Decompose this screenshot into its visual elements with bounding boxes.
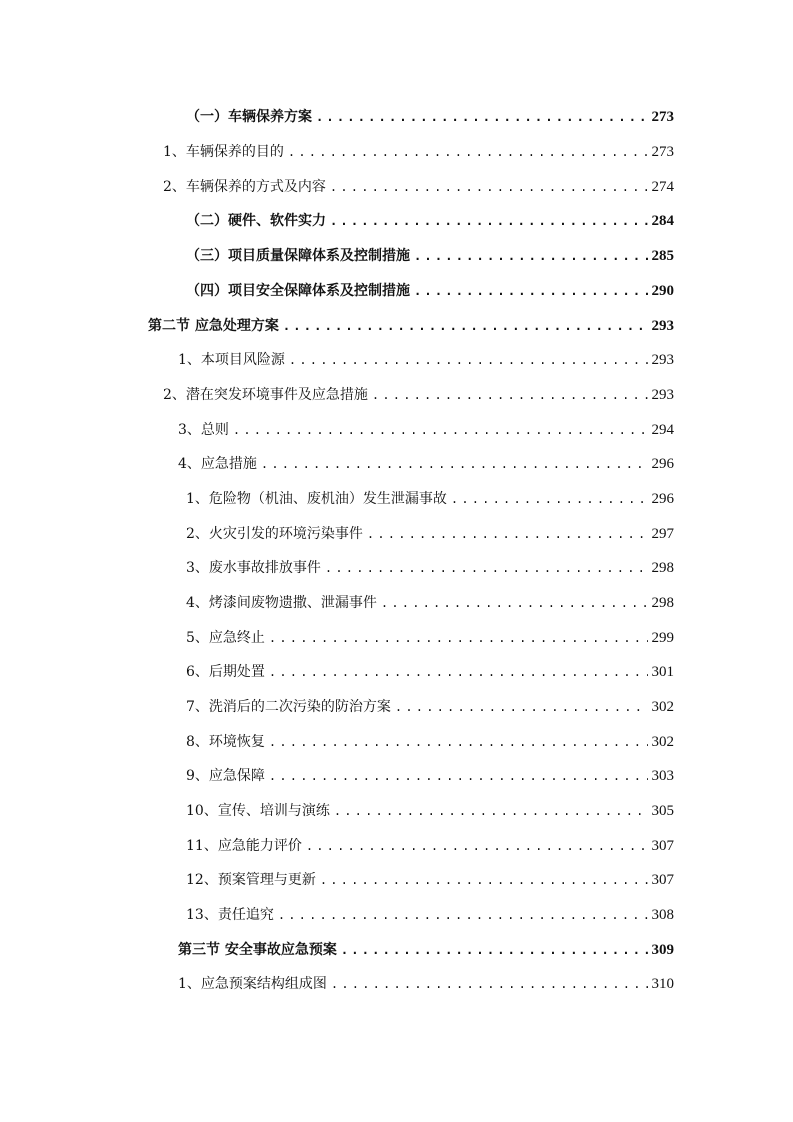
toc-dot-leader xyxy=(330,210,648,232)
toc-entry-title: 10、宣传、培训与演练 xyxy=(186,803,330,819)
toc-page-number: 298 xyxy=(651,560,674,576)
toc-entry[interactable] xyxy=(186,696,674,718)
toc-dot-leader xyxy=(367,523,648,545)
toc-entry-title: 1、危险物（机油、废机油）发生泄漏事故 xyxy=(186,491,447,507)
toc-entry-title: （二）硬件、软件实力 xyxy=(186,213,326,229)
toc-entry[interactable] xyxy=(186,800,674,822)
toc-page-number: 293 xyxy=(651,318,674,334)
toc-page-number: 293 xyxy=(651,387,674,403)
toc-page-number: 309 xyxy=(651,942,674,958)
toc-entry[interactable] xyxy=(148,315,674,337)
toc-entry-title: （一）车辆保养方案 xyxy=(186,109,312,125)
toc-entry[interactable] xyxy=(186,731,674,753)
toc-dot-leader xyxy=(331,973,648,995)
toc-entry-title: 7、洗消后的二次污染的防治方案 xyxy=(186,699,391,715)
toc-page-number: 284 xyxy=(651,213,674,229)
toc-entry-title: 第二节 应急处理方案 xyxy=(148,318,279,334)
toc-entry[interactable] xyxy=(186,765,674,787)
toc-entry-title: 2、火灾引发的环境污染事件 xyxy=(186,526,363,542)
toc-dot-leader xyxy=(414,280,648,302)
toc-entry[interactable] xyxy=(178,419,674,441)
toc-entry-title: （三）项目质量保障体系及控制措施 xyxy=(186,248,410,264)
toc-dot-leader xyxy=(341,939,648,961)
toc-dot-leader xyxy=(233,419,648,441)
toc-entry-title: 4、烤漆间废物遗撒、泄漏事件 xyxy=(186,595,377,611)
toc-page-number: 274 xyxy=(651,179,674,195)
toc-entry[interactable] xyxy=(178,939,674,961)
toc-dot-leader xyxy=(316,106,648,128)
toc-entry[interactable] xyxy=(186,106,674,128)
toc-page-number: 298 xyxy=(651,595,674,611)
toc-dot-leader xyxy=(414,245,648,267)
toc-entry-title: 9、应急保障 xyxy=(186,768,265,784)
toc-page-number: 290 xyxy=(651,283,674,299)
toc-entry-title: 2、车辆保养的方式及内容 xyxy=(163,179,326,195)
toc-page-number: 296 xyxy=(651,456,674,472)
toc-entry-title: 5、应急终止 xyxy=(186,630,265,646)
toc-entry[interactable] xyxy=(186,245,674,267)
toc-dot-leader xyxy=(334,800,648,822)
toc-dot-leader xyxy=(330,176,648,198)
toc-entry-title: 13、责任追究 xyxy=(186,907,274,923)
toc-entry[interactable] xyxy=(178,453,674,475)
toc-entry[interactable] xyxy=(186,661,674,683)
toc-page-number: 303 xyxy=(651,768,674,784)
toc-entry[interactable] xyxy=(186,904,674,926)
toc-entry-title: 8、环境恢复 xyxy=(186,734,265,750)
toc-entry[interactable] xyxy=(163,384,674,406)
toc-page-number: 299 xyxy=(651,630,674,646)
toc-page-number: 273 xyxy=(651,144,674,160)
toc-dot-leader xyxy=(288,141,648,163)
toc-page-number: 308 xyxy=(651,907,674,923)
toc-entry-title: 第三节 安全事故应急预案 xyxy=(178,942,337,958)
toc-entry-title: 1、应急预案结构组成图 xyxy=(178,976,327,992)
toc-dot-leader xyxy=(306,835,648,857)
toc-entry-title: 3、总则 xyxy=(178,422,229,438)
toc-dot-leader xyxy=(283,315,648,337)
toc-entry-title: 2、潜在突发环境事件及应急措施 xyxy=(163,387,368,403)
toc-dot-leader xyxy=(372,384,648,406)
toc-page-number: 301 xyxy=(651,664,674,680)
toc-entry[interactable] xyxy=(186,523,674,545)
toc-entry-title: （四）项目安全保障体系及控制措施 xyxy=(186,283,410,299)
toc-page-number: 285 xyxy=(651,248,674,264)
toc-dot-leader xyxy=(269,731,648,753)
toc-dot-leader xyxy=(278,904,648,926)
toc-page-number: 307 xyxy=(651,872,674,888)
toc-page-number: 294 xyxy=(651,422,674,438)
toc-entry-title: 11、应急能力评价 xyxy=(186,838,302,854)
toc-dot-leader xyxy=(269,627,648,649)
toc-entry-title: 1、本项目风险源 xyxy=(178,352,285,368)
toc-dot-leader xyxy=(269,661,648,683)
toc-entry[interactable] xyxy=(186,627,674,649)
toc-dot-leader xyxy=(395,696,648,718)
toc-dot-leader xyxy=(451,488,648,510)
toc-page-number: 297 xyxy=(651,526,674,542)
toc-dot-leader xyxy=(289,349,648,371)
toc-dot-leader xyxy=(320,869,648,891)
toc-entry[interactable] xyxy=(178,973,674,995)
toc-page-number: 273 xyxy=(651,109,674,125)
toc-dot-leader xyxy=(269,765,648,787)
toc-dot-leader xyxy=(325,557,648,579)
toc-page-number: 293 xyxy=(651,352,674,368)
toc-entry-title: 12、预案管理与更新 xyxy=(186,872,316,888)
toc-page-number: 310 xyxy=(651,976,674,992)
toc-entry[interactable] xyxy=(186,280,674,302)
toc-entry[interactable] xyxy=(186,210,674,232)
toc-entry[interactable] xyxy=(186,592,674,614)
toc-entry-title: 1、车辆保养的目的 xyxy=(163,144,284,160)
toc-entry[interactable] xyxy=(178,349,674,371)
toc-entry[interactable] xyxy=(186,488,674,510)
toc-entry[interactable] xyxy=(163,141,674,163)
toc-entry-title: 4、应急措施 xyxy=(178,456,257,472)
toc-page-number: 305 xyxy=(651,803,674,819)
toc-entry[interactable] xyxy=(186,869,674,891)
toc-entry[interactable] xyxy=(186,557,674,579)
toc-dot-leader xyxy=(381,592,648,614)
toc-entry[interactable] xyxy=(163,176,674,198)
toc-page-number: 302 xyxy=(651,734,674,750)
toc-page-number: 296 xyxy=(651,491,674,507)
toc-dot-leader xyxy=(261,453,648,475)
toc-entry-title: 6、后期处置 xyxy=(186,664,265,680)
toc-page-number: 307 xyxy=(651,838,674,854)
toc-entry[interactable] xyxy=(186,835,674,857)
toc-entry-title: 3、废水事故排放事件 xyxy=(186,560,321,576)
toc-page-number: 302 xyxy=(651,699,674,715)
